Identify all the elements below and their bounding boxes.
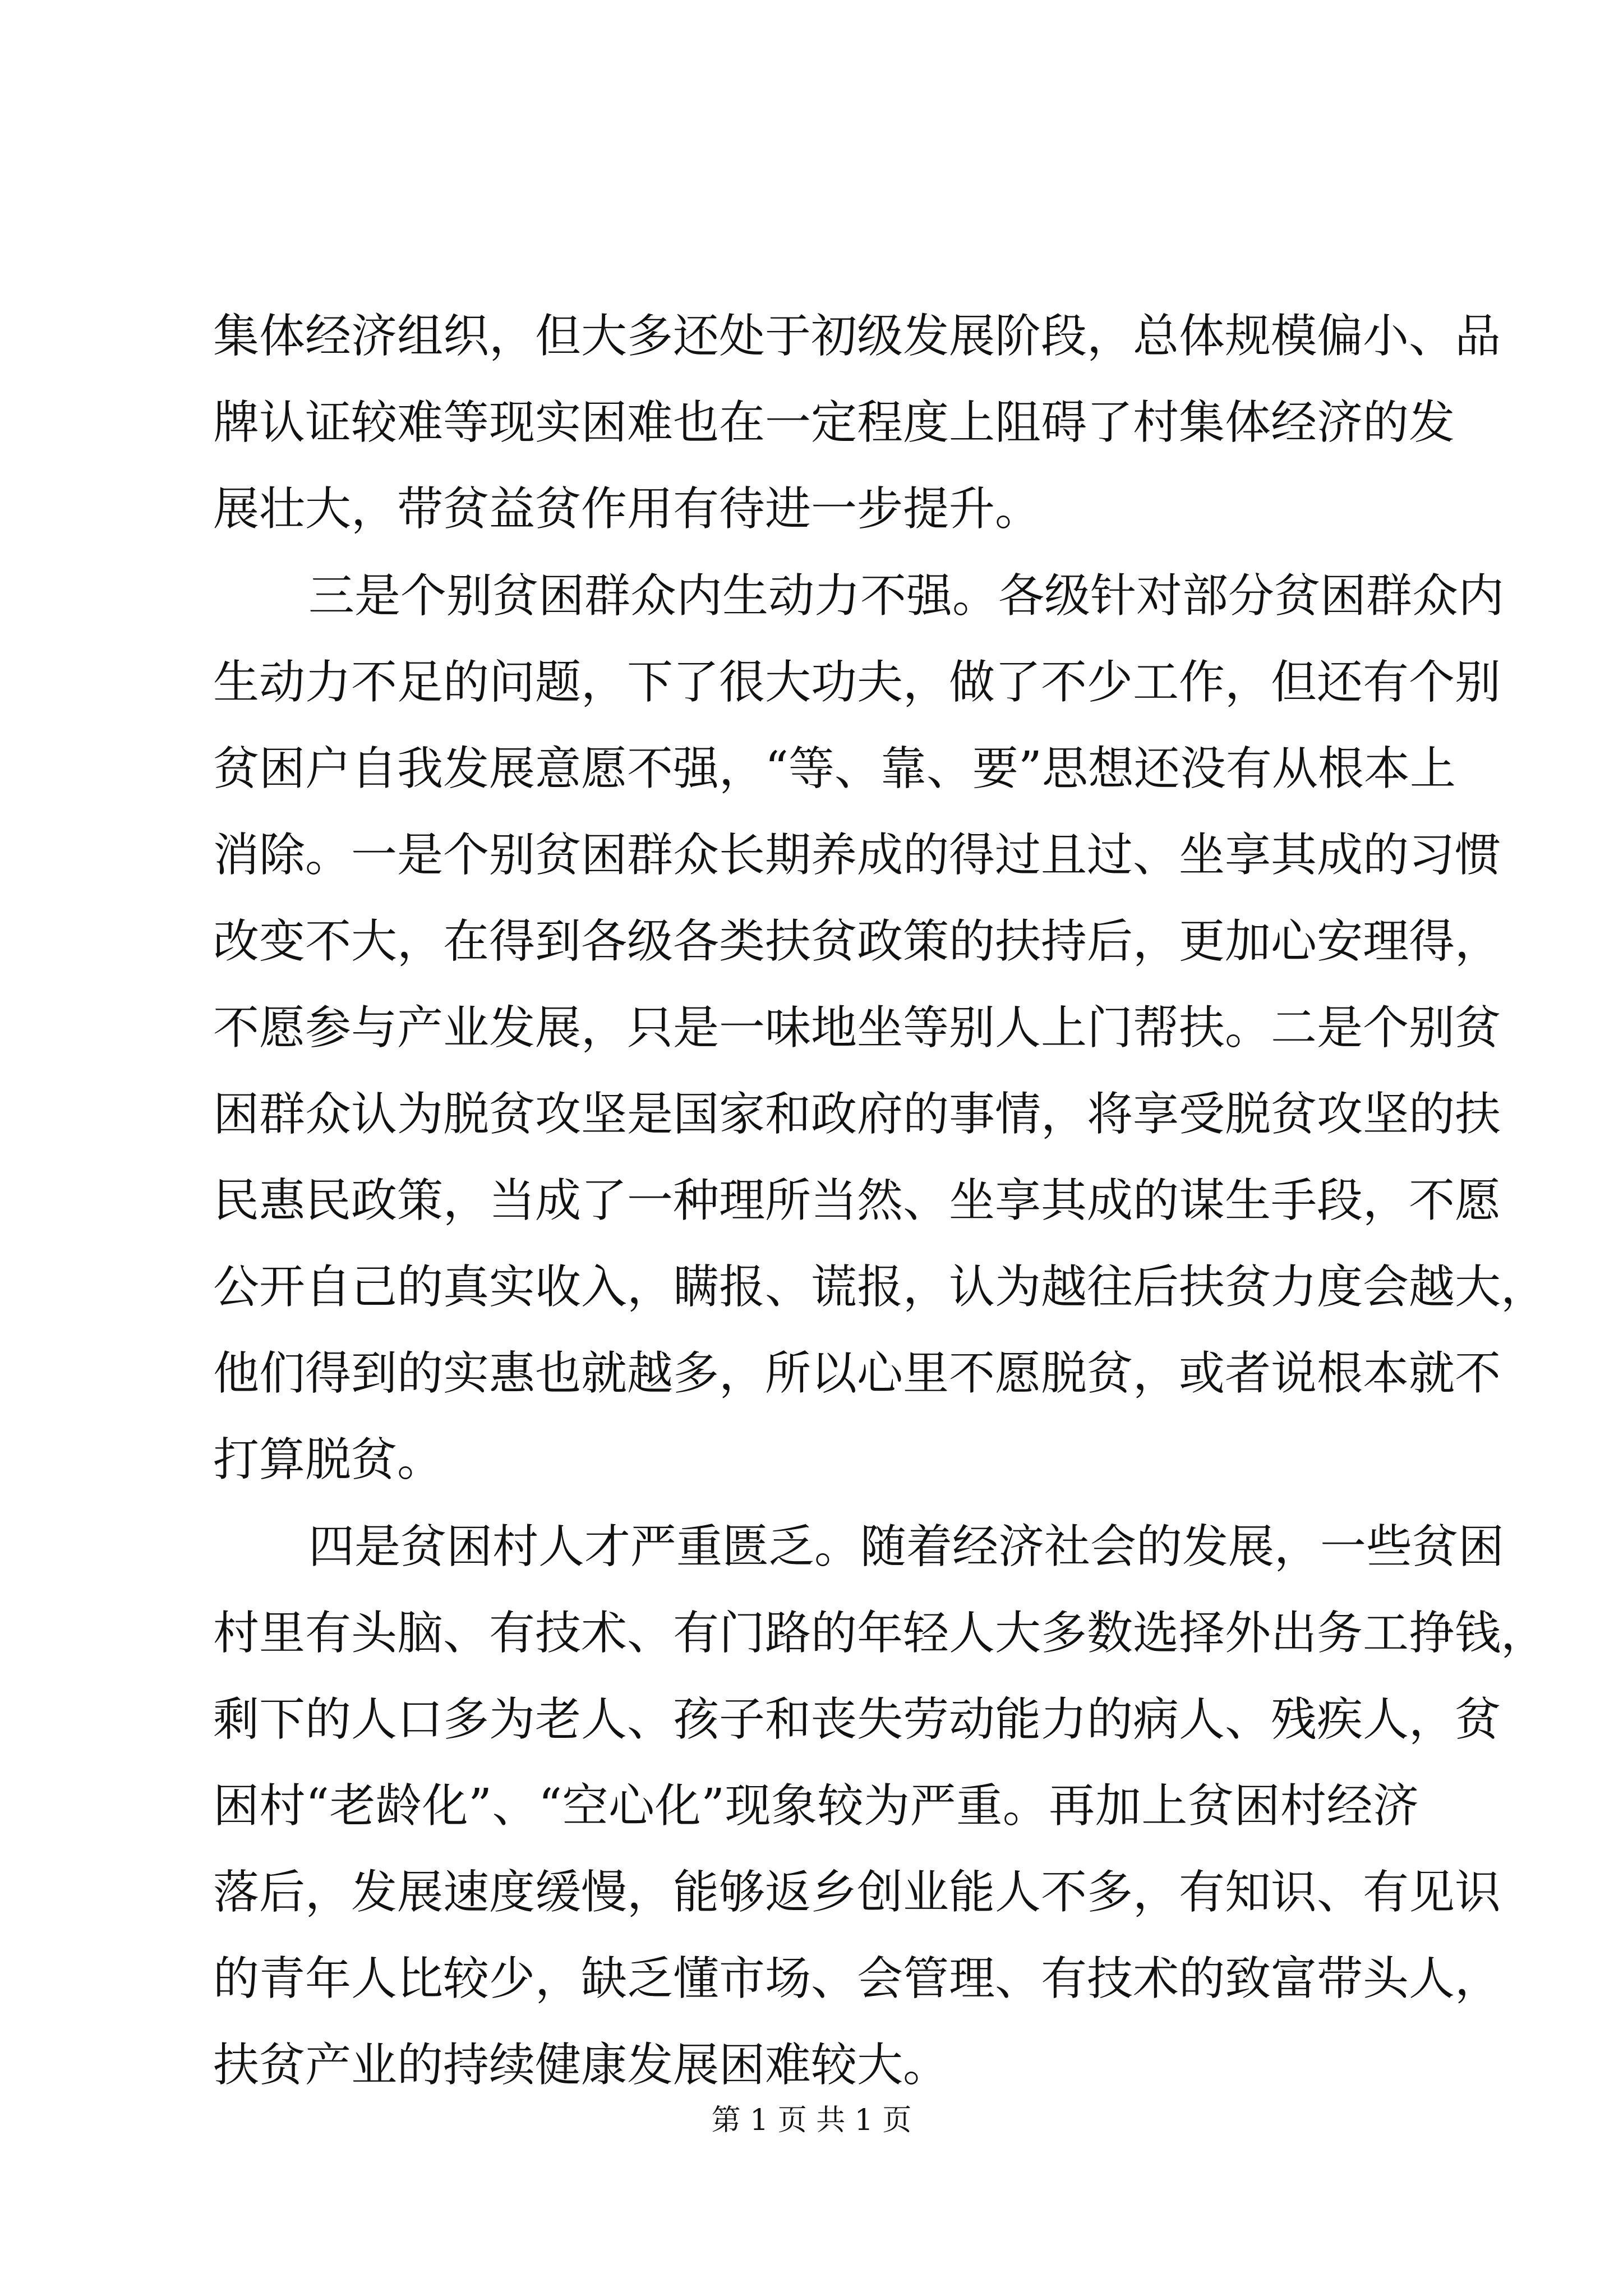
paragraph-2-line-8: 民惠民政策，当成了一种理所当然、坐享其成的谋生手段，不愿 <box>213 1174 1501 1227</box>
paragraph-3-line-6: 的青年人比较少，缺乏懂市场、会管理、有技术的致富带头人， <box>213 1952 1501 2005</box>
paragraph-2-line-6: 不愿参与产业发展，只是一味地坐等别人上门帮扶。二是个别贫 <box>213 1001 1501 1055</box>
paragraph-3-line-4: 困村“老龄化”、“空心化”现象较为严重。再加上贫困村经济 <box>213 1779 1419 1833</box>
paragraph-2-line-3: 贫困户自我发展意愿不强，“等、靠、要”思想还没有从根本上 <box>213 742 1456 795</box>
paragraph-3-line-3: 剩下的人口多为老人、孩子和丧失劳动能力的病人、残疾人，贫 <box>213 1693 1501 1746</box>
paragraph-2-line-9: 公开自己的真实收入，瞒报、谎报，认为越往后扶贫力度会越大， <box>213 1260 1547 1314</box>
paragraph-1-line-1: 集体经济组织，但大多还处于初级发展阶段，总体规模偏小、品 <box>213 310 1501 363</box>
paragraph-3-line-5: 落后，发展速度缓慢，能够返乡创业能人不多，有知识、有见识 <box>213 1866 1501 1919</box>
paragraph-2-line-2: 生动力不足的问题，下了很大功夫，做了不少工作，但还有个别 <box>213 656 1501 709</box>
paragraph-3-line-2: 村里有头脑、有技术、有门路的年轻人大多数选择外出务工挣钱， <box>213 1607 1547 1660</box>
paragraph-2-line-4: 消除。一是个别贫困群众长期养成的得过且过、坐享其成的习惯 <box>213 829 1501 882</box>
paragraph-2-line-1: 三是个别贫困群众内生动力不强。各级针对部分贫困群众内 <box>308 569 1505 623</box>
paragraph-1-line-2: 牌认证较难等现实困难也在一定程度上阻碍了村集体经济的发 <box>213 396 1455 449</box>
paragraph-2-line-11: 打算脱贫。 <box>213 1433 444 1487</box>
paragraph-3-line-7: 扶贫产业的持续健康发展困难较大。 <box>213 2039 949 2092</box>
paragraph-2-line-7: 困群众认为脱贫攻坚是国家和政府的事情，将享受脱贫攻坚的扶 <box>213 1088 1501 1141</box>
paragraph-2-line-10: 他们得到的实惠也就越多，所以心里不愿脱贫，或者说根本就不 <box>213 1347 1501 1400</box>
paragraph-2-line-5: 改变不大，在得到各级各类扶贫政策的扶持后，更加心安理得， <box>213 915 1501 968</box>
paragraph-1-line-3: 展壮大，带贫益贫作用有待进一步提升。 <box>213 482 1041 536</box>
page-number-footer: 第 1 页 共 1 页 <box>711 2104 912 2137</box>
paragraph-3-line-1: 四是贫困村人才严重匮乏。随着经济社会的发展，一些贫困 <box>308 1520 1505 1573</box>
